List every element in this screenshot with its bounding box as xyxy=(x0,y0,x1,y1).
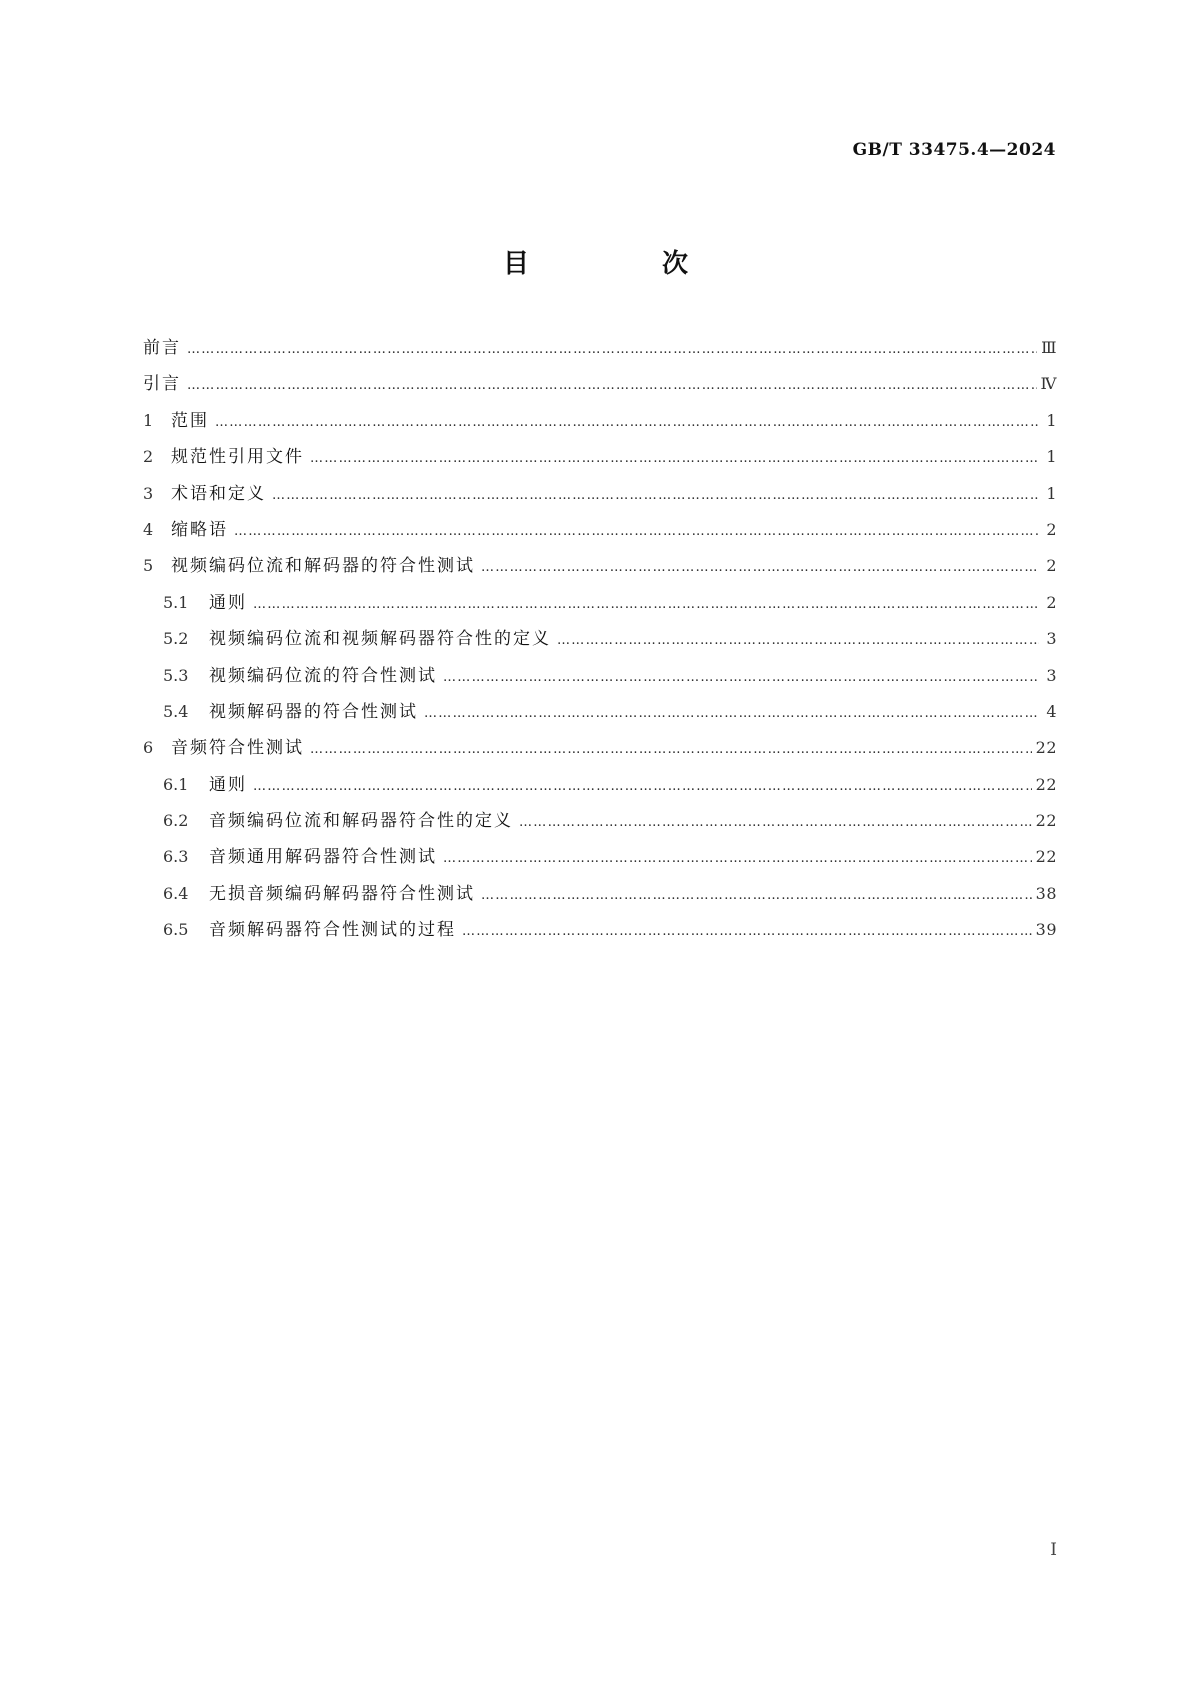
toc-entry-page: 4 xyxy=(1046,701,1057,721)
toc-entry-6-1[interactable] xyxy=(143,770,1057,806)
toc-entry-page: 2 xyxy=(1046,519,1057,539)
dot-leader xyxy=(253,597,1039,612)
dot-leader xyxy=(215,415,1039,430)
dot-leader xyxy=(310,451,1039,466)
toc-entry-6-3[interactable] xyxy=(143,842,1057,878)
toc-entry-page: 22 xyxy=(1035,738,1057,758)
toc-entry-text: 视频编码位流和解码器的符合性测试 xyxy=(171,556,475,577)
dot-leader xyxy=(234,524,1039,539)
toc-entry-6-2[interactable] xyxy=(143,806,1057,842)
toc-entry-text: 视频编码位流和视频解码器符合性的定义 xyxy=(209,629,551,650)
dot-leader xyxy=(187,342,1037,357)
toc-entry-text: 音频通用解码器符合性测试 xyxy=(209,847,437,868)
toc-entry-page: 3 xyxy=(1046,629,1057,649)
toc-entry-text: 音频编码位流和解码器符合性的定义 xyxy=(209,811,513,832)
dot-leader xyxy=(424,706,1039,721)
toc-entry-page: 2 xyxy=(1046,556,1057,576)
toc-entry-5-2[interactable] xyxy=(143,624,1057,660)
toc-entry-page: 1 xyxy=(1046,410,1057,430)
toc-entry-5-3[interactable] xyxy=(143,661,1057,697)
dot-leader xyxy=(481,888,1032,903)
toc-entry-5-4[interactable] xyxy=(143,697,1057,733)
toc-entry-text: 无损音频编码解码器符合性测试 xyxy=(209,883,475,904)
toc-entry-number: 1 xyxy=(143,410,154,430)
toc-list xyxy=(143,333,1057,952)
toc-entry-text: 视频解码器的符合性测试 xyxy=(209,701,418,722)
dot-leader xyxy=(443,851,1032,866)
toc-entry-text: 音频符合性测试 xyxy=(171,738,304,759)
toc-entry-page: 22 xyxy=(1035,847,1057,867)
toc-entry-page: Ⅲ xyxy=(1041,338,1057,357)
toc-entry-3[interactable] xyxy=(143,479,1057,515)
dot-leader xyxy=(557,633,1039,648)
toc-entry-text: 视频编码位流的符合性测试 xyxy=(209,665,437,686)
toc-entry-page: 38 xyxy=(1035,883,1057,903)
toc-entry-number: 6 xyxy=(143,738,154,758)
toc-entry-number: 4 xyxy=(143,519,154,539)
toc-entry-page: 2 xyxy=(1046,592,1057,612)
toc-entry-4[interactable] xyxy=(143,515,1057,551)
toc-entry-number: 5.4 xyxy=(163,701,189,721)
toc-entry-page: 22 xyxy=(1035,774,1057,794)
dot-leader xyxy=(272,488,1039,503)
toc-entry-2[interactable] xyxy=(143,442,1057,478)
toc-entry-page: 39 xyxy=(1035,920,1057,940)
dot-leader xyxy=(187,378,1037,393)
toc-entry-text: 引言 xyxy=(143,374,181,395)
dot-leader xyxy=(443,670,1039,685)
toc-entry-introduction[interactable] xyxy=(143,369,1057,405)
toc-entry-text: 术语和定义 xyxy=(171,483,266,504)
toc-entry-1[interactable] xyxy=(143,406,1057,442)
toc-entry-page: 1 xyxy=(1046,447,1057,467)
toc-entry-number: 5.2 xyxy=(163,629,189,649)
toc-entry-number: 6.5 xyxy=(163,920,189,940)
toc-entry-page: 1 xyxy=(1046,483,1057,503)
toc-entry-page: 22 xyxy=(1035,811,1057,831)
toc-entry-text: 通则 xyxy=(209,592,247,613)
toc-entry-number: 5.1 xyxy=(163,592,189,612)
toc-entry-5[interactable] xyxy=(143,551,1057,587)
dot-leader xyxy=(481,560,1039,575)
dot-leader xyxy=(462,924,1032,939)
toc-entry-text: 通则 xyxy=(209,774,247,795)
toc-entry-page: 3 xyxy=(1046,665,1057,685)
toc-entry-number: 6.3 xyxy=(163,847,189,867)
toc-entry-text: 范围 xyxy=(171,410,209,431)
toc-entry-text: 音频解码器符合性测试的过程 xyxy=(209,920,456,941)
toc-entry-number: 6.1 xyxy=(163,774,189,794)
dot-leader xyxy=(519,815,1032,830)
toc-entry-page: Ⅳ xyxy=(1040,374,1057,394)
toc-entry-number: 5 xyxy=(143,556,154,576)
page-number: I xyxy=(1050,1540,1057,1560)
toc-entry-6[interactable] xyxy=(143,733,1057,769)
toc-entry-number: 6.4 xyxy=(163,883,189,903)
toc-entry-6-4[interactable] xyxy=(143,879,1057,915)
toc-entry-foreword[interactable] xyxy=(143,333,1057,369)
toc-entry-text: 前言 xyxy=(143,338,181,358)
toc-entry-number: 6.2 xyxy=(163,811,189,831)
standard-code: GB/T 33475.4—2024 xyxy=(852,140,1056,160)
toc-entry-number: 5.3 xyxy=(163,665,189,685)
toc-entry-5-1[interactable] xyxy=(143,588,1057,624)
toc-entry-number: 3 xyxy=(143,483,154,503)
toc-entry-text: 缩略语 xyxy=(171,519,228,540)
toc-entry-number: 2 xyxy=(143,447,154,467)
toc-entry-6-5[interactable] xyxy=(143,915,1057,951)
dot-leader xyxy=(253,779,1032,794)
toc-title: 目 次 xyxy=(502,249,751,279)
dot-leader xyxy=(310,742,1032,757)
toc-entry-text: 规范性引用文件 xyxy=(171,447,304,468)
